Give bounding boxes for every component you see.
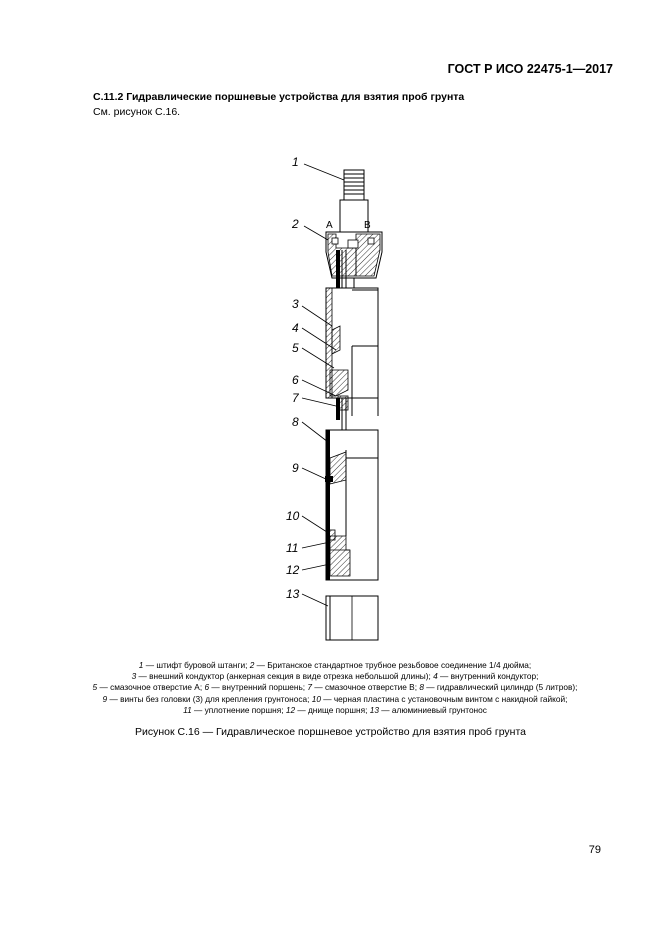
callout-1: 1 [292,155,299,169]
callout-12: 12 [286,563,300,577]
callout-4: 4 [292,321,299,335]
callout-13: 13 [286,587,300,601]
label-a: A [326,220,333,231]
label-b: B [364,220,371,231]
legend-line: 5 — смазочное отверстие А; 6 — внутренний поршень; 7 — смазочное отверстие B; 8 — гидравлический цилиндр (5 литров); [92,682,578,693]
outer-tube-upper [326,288,378,416]
callout-10: 10 [286,509,300,523]
legend-line: 1 — штифт буровой штанги; 2 — Британское стандартное трубное резьбовое соединение 1/4 дюйма; [138,660,532,670]
figure-reference: См. рисунок С.16. [93,106,181,118]
legend-line: 3 — внешний кондуктор (анкерная секция в виде отрезка небольшой длины); 4 — внутренний кондуктор; [131,671,539,682]
section-title: C.11.2 Гидравлические поршневые устройства для взятия проб грунта [93,91,465,103]
callout-2: 2 [292,217,299,231]
standard-header: ГОСТ Р ИСО 22475-1—2017 [447,62,613,76]
figure-caption: Рисунок С.16 — Гидравлическое поршневое устройство для взятия проб грунта [134,726,526,738]
figure-legend [40,660,630,716]
callout-8: 8 [292,415,299,429]
callout-7: 7 [292,391,299,405]
callout-11: 11 [286,541,299,555]
hydraulic-cylinder [325,430,378,580]
callout-9: 9 [292,461,299,475]
callout-6: 6 [292,373,299,387]
callout-5: 5 [292,341,299,355]
legend-line: 9 — винты без головки (3) для крепления грунтоноса; 10 — черная пластина с установочным винтом с накидной гайкой; [102,693,568,704]
aluminium-sampler [326,596,378,640]
page-number: 79 [588,844,601,856]
head-block [326,232,382,290]
legend-line: 11 — уплотнение поршня; 12 — днище поршня; 13 — алюминиевый грунтонос [183,704,487,715]
figure-c16 [270,150,400,650]
callout-3: 3 [292,297,299,311]
